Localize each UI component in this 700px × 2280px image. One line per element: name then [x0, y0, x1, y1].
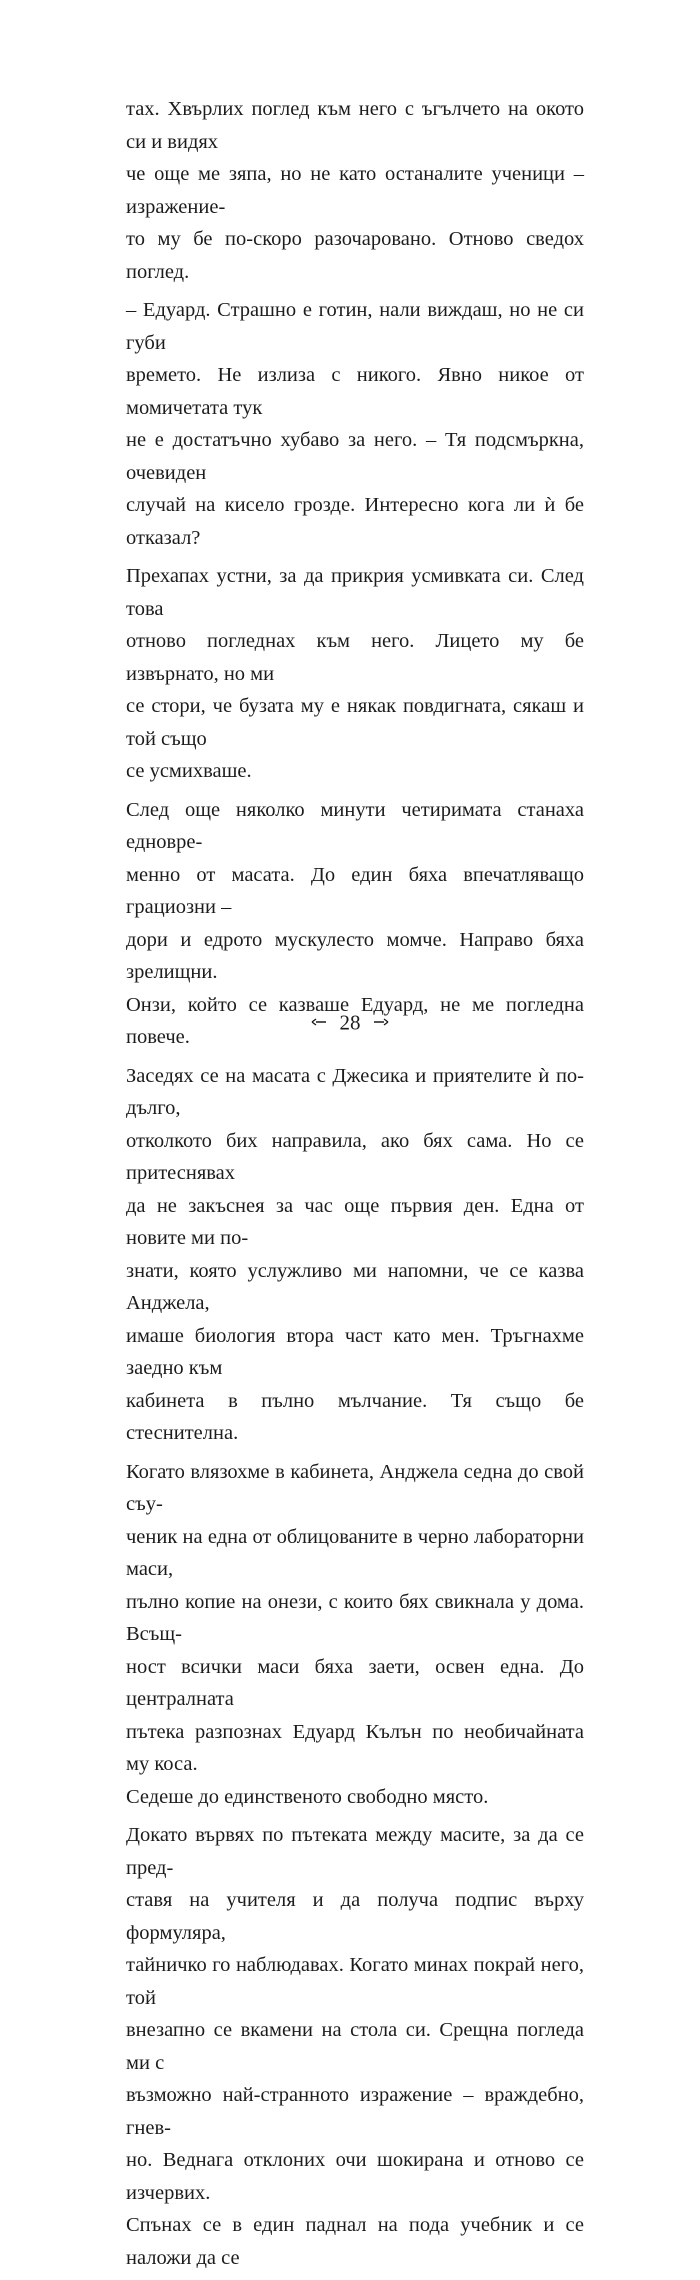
- paragraph: Заседях се на масата с Джесика и приятелите ѝ по-дълго, отколкото бих направила, ако бях сама. Но се притеснявах да не закъснея за час още първия ден. Една от новите ми по- знати, която услужливо ми напомни, че се казва Анджела, имаше биология втора част като мен. Тръгнахме заедно към кабинета в пълно мълчание. Тя също бе стеснителна.: [126, 1064, 584, 1444]
- paragraph: Когато влязохме в кабинета, Анджела седна до свой съу- ченик на една от облицованите в черно лабораторни маси, пълно копие на онези, с които бях свикнала у дома. Всъщ- ност всички маси бяха заети, освен една. До централната пътека разпознах Едуард Кълън по необичайната му коса. Седеше до единственото свободно място.: [126, 1460, 584, 1808]
- page-number: 28: [339, 1010, 361, 1035]
- paragraph: Докато вървях по пътеката между масите, за да се пред- ставя на учителя и да получа подпис върху формуляра, тайничко го наблюдавах. Когато минах покрай него, той внезапно се вкамени на стола си. Срещна погледа ми с възможно най-странното изражение – враждебно, гнев- но. Веднага отклоних очи шокирана и отново се изчервих. Спънах се в един паднал на пода учебник и се наложи да се: [126, 1824, 584, 2269]
- paragraph: Прехапах устни, за да прикрия усмивката си. След това отново погледнах към него. Лицето му бе извърнато, но ми се стори, че бузата му е някак повдигната, сякаш и той също се усмихваше.: [126, 565, 584, 782]
- body-text: [126, 93, 584, 2280]
- paragraph: – Едуард. Страшно е готин, нали виждаш, но не си губи времето. Не излиза с никого. Явно никое от момичетата тук не е достатъчно хубаво за него. – Тя подсмъркна, очевиден случай на кисело грозде. Интересно кога ли ѝ бе отказал?: [126, 299, 584, 549]
- paragraph: тах. Хвърлих поглед към него с ъгълчето на окото си и видях че още ме зяпа, но не като останалите ученици – изражение- то му бе по-скоро разочаровано. Отново сведох поглед.: [126, 98, 584, 283]
- page-footer: [0, 1009, 700, 1036]
- paragraph: След още няколко минути четиримата станаха едновре- менно от масата. До един бяха впечатляващо грациозни – дори и едрото мускулесто момче. Направо бяха зрелищни. Онзи, който се казваше Едуард, не ме погледна повече.: [126, 798, 584, 1048]
- ornament-left-icon: [310, 1014, 328, 1032]
- ornament-right-icon: [372, 1014, 390, 1032]
